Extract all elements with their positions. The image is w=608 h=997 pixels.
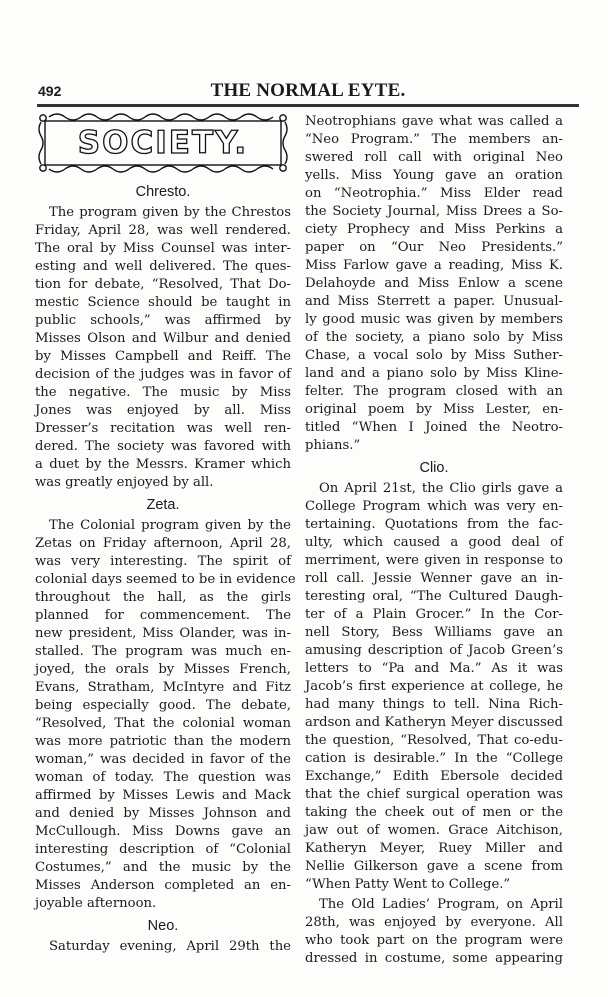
text-line: tertaining. Quotations from the fac- [305, 517, 563, 532]
text-line: teresting oral, “The Cultured Daugh- [305, 589, 563, 604]
text-line: Misses Olson and Wilbur and denied [35, 331, 291, 346]
text-line: and Miss Sterrett a paper. Unusual- [305, 294, 563, 309]
text-line: Jones was enjoyed by all. Miss [35, 403, 291, 418]
text-line: a duet by the Messrs. Kramer which [35, 457, 291, 472]
running-title: THE NORMAL EYTE. [210, 80, 406, 101]
text-line: that the chief surgical operation was [305, 787, 563, 802]
section-heading-neo: Neo. [147, 918, 179, 934]
text-line: swered roll call with original Neo [305, 150, 563, 165]
text-line: titled “When I Joined the Neotro- [305, 420, 563, 435]
text-line: Neotrophians gave what was called a [305, 114, 563, 129]
text-line: letters to “Pa and Ma.” As it was [305, 661, 563, 676]
text-line: paper on “Our Neo Presidents.” [305, 240, 563, 255]
text-line: by Misses Campbell and Reiff. The [35, 349, 291, 364]
text-line: taking the cheek out of men or the [305, 805, 563, 820]
text-line: The program given by the Chrestos [49, 205, 291, 220]
text-line: mestic Science should be taught in [35, 295, 291, 310]
section-heading-zeta: Zeta. [146, 497, 180, 513]
zeta-paragraph [35, 517, 296, 913]
text-line: On April 21st, the Clio girls gave a [319, 481, 563, 496]
text-line: merriment, were given in response to [305, 553, 563, 568]
text-line: The Colonial program given by the [49, 518, 291, 533]
text-line: Evans, Stratham, McIntyre and Fitz [35, 680, 291, 695]
text-line: Costumes,” and the music by the [35, 860, 291, 875]
text-line: public schools,” was affirmed by [35, 313, 291, 328]
text-line: tion for debate, “Resolved, That Do- [35, 277, 291, 292]
text-line: phians.” [305, 438, 361, 453]
text-line: ter of a Plain Grocer.” In the Cor- [305, 607, 563, 622]
banner-title: SOCIETY. [77, 125, 249, 161]
text-line: The oral by Miss Counsel was inter- [35, 241, 291, 256]
text-line: Zetas on Friday afternoon, April 28, [35, 536, 291, 551]
text-line: had many things to tell. Nina Rich- [305, 697, 563, 712]
text-line: Misses Anderson completed an en- [35, 878, 291, 893]
text-line: dered. The society was favored with [35, 439, 291, 454]
text-line: “Neo Program.” The members an- [305, 132, 563, 147]
page-number: 492 [38, 83, 62, 99]
text-line: “When Patty Went to College.” [305, 877, 511, 892]
text-line: yells. Miss Young gave an oration [305, 168, 563, 183]
text-line: ly good music was given by members [305, 312, 563, 327]
text-line: Katheryn Meyer, Ruey Miller and [305, 841, 563, 856]
header-rule [37, 104, 579, 107]
neo-paragraph-continued [305, 113, 563, 455]
text-line: “Resolved, That the colonial woman [35, 716, 291, 731]
text-line: of the society, a piano solo by Miss [305, 330, 563, 345]
text-line: and denied by Misses Johnson and [35, 806, 291, 821]
text-line: Friday, April 28, was well rendered. [35, 223, 291, 238]
text-line: stalled. The program was much en- [35, 644, 291, 659]
text-line: Miss Farlow gave a reading, Miss K. [305, 258, 563, 273]
text-line: planned for commencement. The [35, 608, 291, 623]
left-column [35, 112, 296, 956]
text-line: Exchange,” Edith Ebersole decided [305, 769, 563, 784]
text-line: Nellie Gilkerson gave a scene from [305, 859, 563, 874]
text-line: original poem by Miss Lester, en- [305, 402, 563, 417]
text-line: land and a piano solo by Miss Kline- [305, 366, 563, 381]
text-line: woman,” was decided in favor of the [35, 752, 291, 767]
text-line: the Society Journal, Miss Drees a So- [305, 204, 563, 219]
text-line: Dresser’s recitation was well ren- [35, 421, 291, 436]
text-line: cation is desirable.” In the “College [305, 751, 563, 766]
text-line: joyed, the orals by Misses French, [35, 662, 291, 677]
text-line: ulty, which caused a good deal of [305, 535, 563, 550]
society-banner [37, 112, 289, 174]
chresto-paragraph [35, 204, 291, 492]
text-line: ardson and Katheryn Meyer discussed [305, 715, 563, 730]
section-heading-clio: Clio. [419, 460, 449, 476]
text-line: was more patriotic than the modern [35, 734, 291, 749]
text-line: new president, Miss Olander, was in- [35, 626, 291, 641]
text-line: amusing description of Jacob Green’s [305, 643, 563, 658]
text-line: esting and well delivered. The ques- [35, 259, 291, 274]
clio-paragraph [305, 480, 563, 894]
text-line: dressed in costume, some appearing [305, 951, 563, 966]
text-line: interesting description of “Colonial [35, 842, 291, 857]
text-line: joyable afternoon. [35, 896, 157, 911]
text-line: nell Story, Bess Williams gave an [305, 625, 563, 640]
text-line: College Program which was very en- [305, 499, 563, 514]
text-line: colonial days seemed to be in evidence [35, 572, 296, 587]
text-line: decision of the judges was in favor of [35, 367, 291, 382]
text-line: was greatly enjoyed by all. [35, 475, 214, 490]
text-line: being especially good. The debate, [35, 698, 291, 713]
text-line: the negative. The music by Miss [35, 385, 291, 400]
text-line: the question, “Resolved, That co-edu- [305, 733, 563, 748]
text-line: on “Neotrophia.” Miss Elder read [305, 186, 563, 201]
text-line: jaw out of women. Grace Aitchison, [305, 823, 563, 838]
text-line: who took part on the program were [305, 933, 563, 948]
text-line: Delahoyde and Miss Enlow a scene [305, 276, 563, 291]
text-line: Saturday evening, April 29th the [49, 939, 291, 954]
text-line: affirmed by Misses Lewis and Mack [35, 788, 291, 803]
text-line: woman of today. The question was [35, 770, 291, 785]
text-line: Jacob’s first experience at college, he [305, 679, 563, 694]
text-line: ciety Prophecy and Miss Perkins a [305, 222, 563, 237]
text-line: was very interesting. The spirit of [35, 554, 291, 569]
section-heading-chresto: Chresto. [135, 184, 191, 200]
page-header [38, 80, 578, 104]
text-line: 28th, was enjoyed by everyone. All [305, 915, 563, 930]
text-line: throughout the hall, as the girls [35, 590, 291, 605]
text-line: roll call. Jessie Wenner gave an in- [305, 571, 563, 586]
text-line: felter. The program closed with an [305, 384, 563, 399]
text-line: McCullough. Miss Downs gave an [35, 824, 291, 839]
right-column [305, 113, 563, 968]
old-ladies-paragraph [305, 896, 563, 968]
neo-paragraph-start [35, 938, 291, 956]
text-line: The Old Ladies’ Program, on April [319, 897, 563, 912]
text-line: Chase, a vocal solo by Miss Suther- [305, 348, 563, 363]
